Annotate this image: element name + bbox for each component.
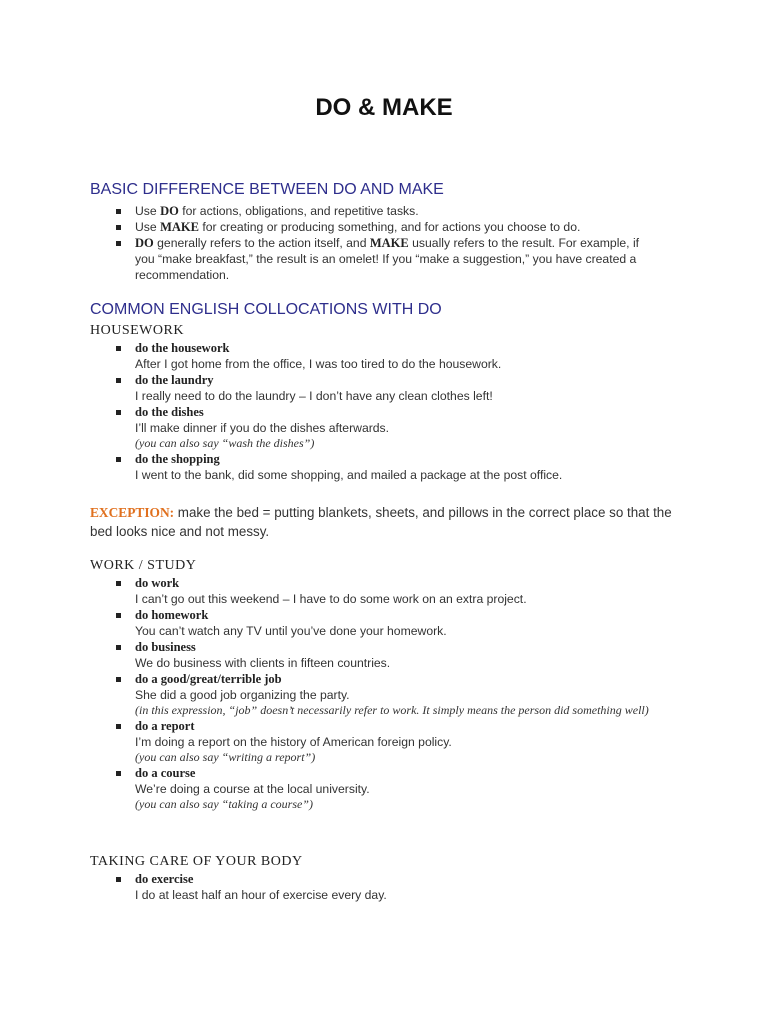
bullet-icon: [116, 209, 121, 214]
list-item: [0, 765, 655, 812]
collocation-note: (you can also say “writing a report”): [135, 750, 316, 764]
collocation-example: After I got home from the office, I was too tired to do the housework.: [135, 357, 502, 371]
bullet-icon: [116, 410, 121, 415]
exception-label: EXCEPTION:: [90, 505, 175, 520]
collocation-note: (you can also say “taking a course”): [135, 797, 313, 811]
list-item: [0, 671, 655, 718]
collocations-heading: COMMON ENGLISH COLLOCATIONS WITH DO: [90, 301, 442, 318]
bullet-icon: [116, 877, 121, 882]
collocation-example: I went to the bank, did some shopping, and mailed a package at the post office.: [135, 468, 563, 482]
item-text: for creating or producing something, and for actions you choose to do.: [198, 220, 581, 234]
housework-heading: HOUSEWORK: [90, 323, 184, 338]
list-item: [0, 451, 655, 483]
item-text: Use: [135, 204, 161, 218]
bullet-icon: [116, 613, 121, 618]
collocation-example: I can’t go out this weekend – I have to do some work on an extra project.: [135, 592, 527, 606]
collocation-term: do the dishes: [135, 405, 204, 419]
item-bold: MAKE: [369, 236, 409, 250]
bullet-icon: [116, 241, 121, 246]
collocation-term: do a report: [135, 719, 195, 733]
list-item: [0, 639, 655, 671]
collocation-example: We do business with clients in fifteen countries.: [135, 656, 391, 670]
list-item: [0, 203, 655, 219]
collocation-note: (in this expression, “job” doesn’t necessarily refer to work. It simply means the person did something well): [135, 703, 649, 717]
list-item: [0, 219, 655, 235]
body-care-list: [0, 871, 655, 903]
collocation-term: do a good/great/terrible job: [135, 672, 282, 686]
collocation-term: do the housework: [135, 341, 230, 355]
collocation-term: do exercise: [135, 872, 194, 886]
list-item: [0, 575, 655, 607]
bullet-icon: [116, 581, 121, 586]
exception-text: make the bed = putting blankets, sheets, and pillows in the correct place so that the bed looks nice and not messy.: [90, 505, 672, 539]
bullet-icon: [116, 724, 121, 729]
bullet-icon: [116, 225, 121, 230]
collocation-example: I’m doing a report on the history of American foreign policy.: [135, 735, 452, 749]
list-item: [0, 404, 655, 451]
collocation-term: do homework: [135, 608, 209, 622]
list-item: [0, 718, 655, 765]
collocation-term: do work: [135, 576, 180, 590]
item-bold: DO: [135, 236, 154, 250]
collocation-term: do a course: [135, 766, 196, 780]
bullet-icon: [116, 346, 121, 351]
list-item: [0, 607, 655, 639]
collocation-example: You can’t watch any TV until you’ve done your homework.: [135, 624, 447, 638]
collocation-example: We’re doing a course at the local university.: [135, 782, 370, 796]
work-study-heading: WORK / STUDY: [90, 558, 197, 573]
collocation-example: I’ll make dinner if you do the dishes afterwards.: [135, 421, 390, 435]
exception-note: [90, 503, 690, 541]
item-bold: MAKE: [160, 220, 199, 234]
body-care-heading: TAKING CARE OF YOUR BODY: [90, 854, 303, 869]
list-item: [0, 871, 655, 903]
bullet-icon: [116, 771, 121, 776]
list-item: [0, 340, 655, 372]
bullet-icon: [116, 378, 121, 383]
bullet-icon: [116, 457, 121, 462]
item-text: Use: [135, 220, 161, 234]
item-text: usually refers to the result. For example, if you “make breakfast,” the result is an omelet! If you “make a suggestion,” you have created a recommendation.: [135, 236, 640, 282]
bullet-icon: [116, 645, 121, 650]
basic-difference-list: [0, 203, 655, 283]
item-text: for actions, obligations, and repetitive tasks.: [178, 204, 419, 218]
collocation-example: I really need to do the laundry – I don’t have any clean clothes left!: [135, 389, 493, 403]
housework-list: [0, 340, 655, 483]
basic-difference-heading: BASIC DIFFERENCE BETWEEN DO AND MAKE: [90, 181, 444, 198]
list-item: [0, 372, 655, 404]
collocation-example: She did a good job organizing the party.: [135, 688, 350, 702]
bullet-icon: [116, 677, 121, 682]
collocation-term: do the laundry: [135, 373, 214, 387]
collocation-term: do the shopping: [135, 452, 220, 466]
item-bold: DO: [160, 204, 179, 218]
list-item: [0, 235, 655, 283]
item-text: generally refers to the action itself, and: [153, 236, 370, 250]
collocation-note: (you can also say “wash the dishes”): [135, 436, 315, 450]
page-title: DO & MAKE: [315, 94, 453, 121]
work-study-list: [0, 575, 655, 812]
collocation-example: I do at least half an hour of exercise every day.: [135, 888, 387, 902]
collocation-term: do business: [135, 640, 196, 654]
